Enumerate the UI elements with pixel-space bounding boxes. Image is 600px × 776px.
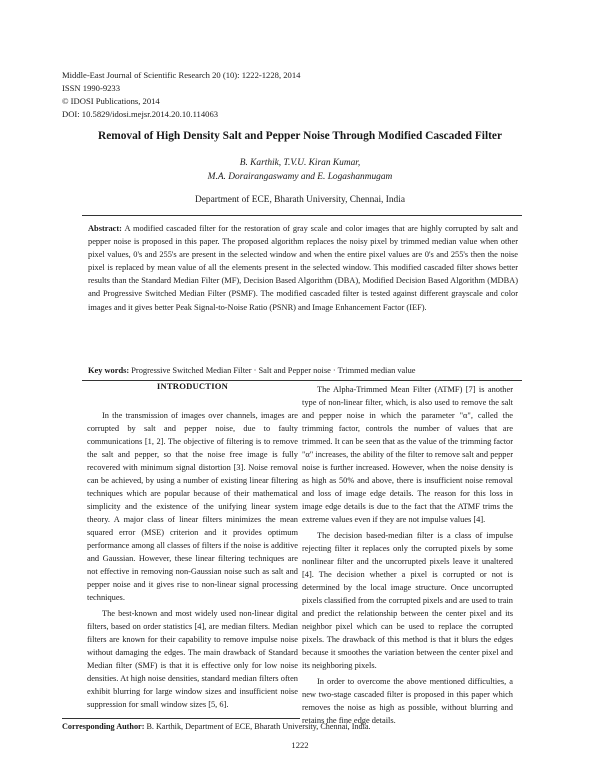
- keywords-text: Progressive Switched Median Filter · Salt and Pepper noise · Trimmed median value: [131, 366, 416, 375]
- left-paragraph-2: The best-known and most widely used non-linear digital filters, based on order statistics [4], are median filters. Median filters are known for their capability to remove impulse noise without damaging the edges. The main drawback of Standard Median filter (SMF) is that it is effective only for low noise densities. At high noise densities, standard median filters often exhibit blurring for large window sizes and insufficient noise suppression for small window sizes [5, 6].: [87, 609, 298, 709]
- journal-citation: Middle-East Journal of Scientific Research 20 (10): 1222-1228, 2014: [62, 70, 301, 80]
- right-paragraph-3: In order to overcome the above mentioned difficulties, a new two-stage cascaded filter is proposed in this paper which removes the noise as high as possible, without blurring and retains the fine edge details.: [302, 677, 513, 725]
- left-column: [87, 370, 298, 714]
- authors-line-2: M.A. Dorairangaswamy and E. Logashanmugam: [207, 172, 393, 182]
- author-list: [40, 156, 560, 184]
- right-paragraph-1: The Alpha-Trimmed Mean Filter (ATMF) [7] is another type of non-linear filter, which, is also used to remove the salt and pepper noise in which the parameter "α", called the trimming factor, controls the number of values that are trimmed. It can be seen that as the value of the trimming factor "α" increases, the ability of the filter to remove salt and pepper noise is further increased. However, when the noise density is as high as 50% and above, there is insufficient noise removal and loss of image edge details. The reason for this loss in image edge details is due to the fact that the ATMF trims the extreme values even if they are not impulse values [4].: [302, 385, 513, 524]
- journal-copyright: © IDOSI Publications, 2014: [62, 96, 160, 106]
- corresponding-label: Corresponding Author:: [62, 722, 145, 731]
- abstract-text: A modified cascaded filter for the restoration of gray scale and color images that are highly corrupted by salt and pepper noise is proposed in this paper. The proposed algorithm replaces the noisy pixel by trimmed median value when other pixel values, 0's and 255's are present in the selected window and when the entire pixel values are 0's and 255's then the noise pixel is replaced by mean value of all the elements present in the selected window. This modified cascaded filter shows better results than the Standard Median Filter (MF), Decision Based Algorithm (DBA), Modified Decision Based Algorithm (MDBA) and Progressive Switched Median Filter (PSMF). The modified cascaded filter is tested against different grayscale and color images and it gives better Peak Signal-to-Noise Ratio (PSNR) and Image Enhancement Factor (IEF).: [88, 224, 518, 312]
- abstract-top-rule: [82, 215, 522, 216]
- page-number: 1222: [291, 740, 309, 750]
- introduction-heading: INTRODUCTION: [156, 381, 229, 391]
- journal-header: [62, 69, 300, 121]
- footnote-rule: [62, 718, 300, 719]
- abstract-label: Abstract:: [88, 224, 122, 233]
- authors-line-1: B. Karthik, T.V.U. Kiran Kumar,: [239, 158, 361, 168]
- keywords-label: Key words:: [88, 366, 130, 375]
- left-paragraph-1: In the transmission of images over channels, images are corrupted by salt and pepper noise, due to faulty communications [1, 2]. The objective of filtering is to remove the salt and pepper, so that the noise free image is fully recovered with minimum signal distortion [3]. Noise removal can be achieved, by using a number of existing linear filtering techniques which are popular because of their mathematical simplicity and the existence of the unifying linear system theory. A major class of linear filters minimizes the mean squared error (MSE) criterion and it provides optimum performance among all classes of filters if the noise is additive and Gaussian. However, these linear filtering techniques are not effective in removing non-Gaussian noise such as salt and pepper noise and it gives rise to non-linear signal processing techniques.: [87, 411, 298, 602]
- corresponding-text: B. Karthik, Department of ECE, Bharath University, Chennai, India.: [146, 722, 371, 731]
- affiliation: Department of ECE, Bharath University, Chennai, India: [194, 195, 405, 205]
- corresponding-author: [62, 722, 371, 731]
- right-paragraph-2: The decision based-median filter is a class of impulse rejecting filter it replaces only the corrupted pixels by some nonlinear filter and the uncorrupted pixels leave it unaltered [4]. The decision whether a pixel is corrupted or not is determined by the local image structure. Once uncorrupted pixels classified from the corrupted pixels and are used to train and predict the relationship between the center pixel and its neighbor pixel which can be used to replace the corrupted pixels. The drawback of this method is that it blurs the edges because it smoothes the variation between the center pixel and its neighboring pixels.: [302, 531, 513, 670]
- paper-title: Removal of High Density Salt and Pepper Noise Through Modified Cascaded Filter: [97, 130, 503, 142]
- right-column: [302, 383, 513, 730]
- journal-issn: ISSN 1990-9233: [62, 83, 121, 93]
- abstract: [88, 222, 518, 314]
- journal-doi: DOI: 10.5829/idosi.mejsr.2014.20.10.114063: [62, 109, 219, 119]
